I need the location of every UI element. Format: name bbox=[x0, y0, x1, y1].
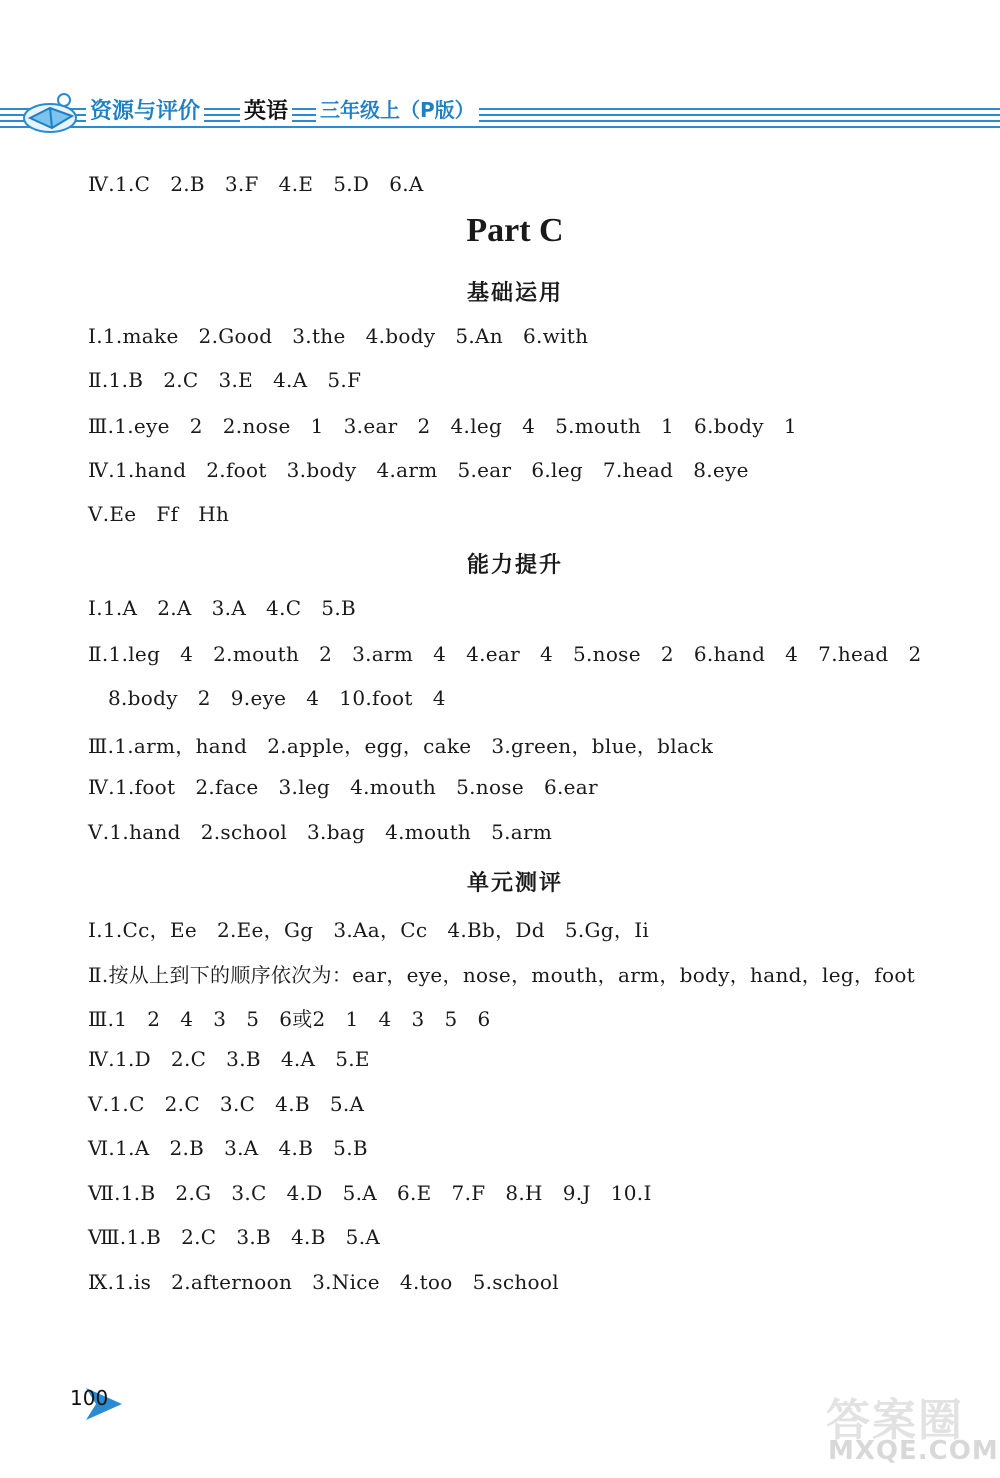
answer-line: Ⅰ.1.A 2.A 3.A 4.C 5.B bbox=[88, 596, 356, 620]
section-title-unit-test: 单元测评 bbox=[466, 871, 563, 896]
answer-line: Ⅱ.1.B 2.C 3.E 4.A 5.F bbox=[88, 368, 362, 392]
answer-line: Ⅴ.1.C 2.C 3.C 4.B 5.A bbox=[88, 1092, 365, 1116]
part-title: Part C bbox=[466, 212, 564, 249]
answer-line: Ⅰ.1.Cc，Ee 2.Ee，Gg 3.Aa，Cc 4.Bb，Dd 5.Gg，Ii bbox=[88, 918, 650, 942]
answer-line: Ⅸ.1.is 2.afternoon 3.Nice 4.too 5.school bbox=[88, 1270, 559, 1294]
book-logo-icon bbox=[20, 88, 82, 136]
grade-title: 三年级上（P版） bbox=[316, 94, 479, 123]
answer-line: Ⅱ.1.leg 4 2.mouth 2 3.arm 4 4.ear 4 5.nose 2 6.hand 4 7.head 2 bbox=[88, 642, 922, 666]
answer-line-top: Ⅳ.1.C 2.B 3.F 4.E 5.D 6.A bbox=[88, 172, 424, 196]
watermark-text: MXQE.COM bbox=[828, 1436, 999, 1466]
watermark-logo: 答案圈 bbox=[826, 1395, 964, 1446]
answer-line: Ⅳ.1.hand 2.foot 3.body 4.arm 5.ear 6.leg 7.head 8.eye bbox=[88, 458, 749, 482]
answer-line: Ⅲ.1.eye 2 2.nose 1 3.ear 2 4.leg 4 5.mouth 1 6.body 1 bbox=[88, 414, 797, 438]
answer-line: Ⅷ.1.B 2.C 3.B 4.B 5.A bbox=[88, 1225, 381, 1249]
series-title: 资源与评价 bbox=[86, 94, 204, 125]
subject-title: 英语 bbox=[240, 94, 292, 125]
answer-line: Ⅲ.1 2 4 3 5 6或2 1 4 3 5 6 bbox=[88, 1007, 491, 1031]
section-title-ability: 能力提升 bbox=[466, 553, 563, 578]
section-title-basic: 基础运用 bbox=[466, 281, 563, 306]
answer-line: Ⅳ.1.D 2.C 3.B 4.A 5.E bbox=[88, 1047, 370, 1071]
answer-line: Ⅴ.1.hand 2.school 3.bag 4.mouth 5.arm bbox=[88, 820, 553, 844]
answer-line: Ⅶ.1.B 2.G 3.C 4.D 5.A 6.E 7.F 8.H 9.J 10.I bbox=[88, 1181, 652, 1205]
answer-line: Ⅵ.1.A 2.B 3.A 4.B 5.B bbox=[88, 1136, 368, 1160]
page-number: 100 bbox=[70, 1386, 109, 1410]
answer-line: Ⅳ.1.foot 2.face 3.leg 4.mouth 5.nose 6.ear bbox=[88, 775, 598, 799]
answer-line: Ⅲ.1.arm，hand 2.apple，egg，cake 3.green，blue，black bbox=[88, 734, 714, 758]
answer-line: Ⅰ.1.make 2.Good 3.the 4.body 5.An 6.with bbox=[88, 324, 589, 348]
answer-line: 8.body 2 9.eye 4 10.foot 4 bbox=[88, 686, 446, 710]
answer-line: Ⅱ.按从上到下的顺序依次为：ear，eye，nose，mouth，arm，body，hand，leg，foot bbox=[88, 963, 916, 987]
answer-line: Ⅴ.Ee Ff Hh bbox=[88, 502, 230, 526]
page-header bbox=[0, 80, 1000, 140]
